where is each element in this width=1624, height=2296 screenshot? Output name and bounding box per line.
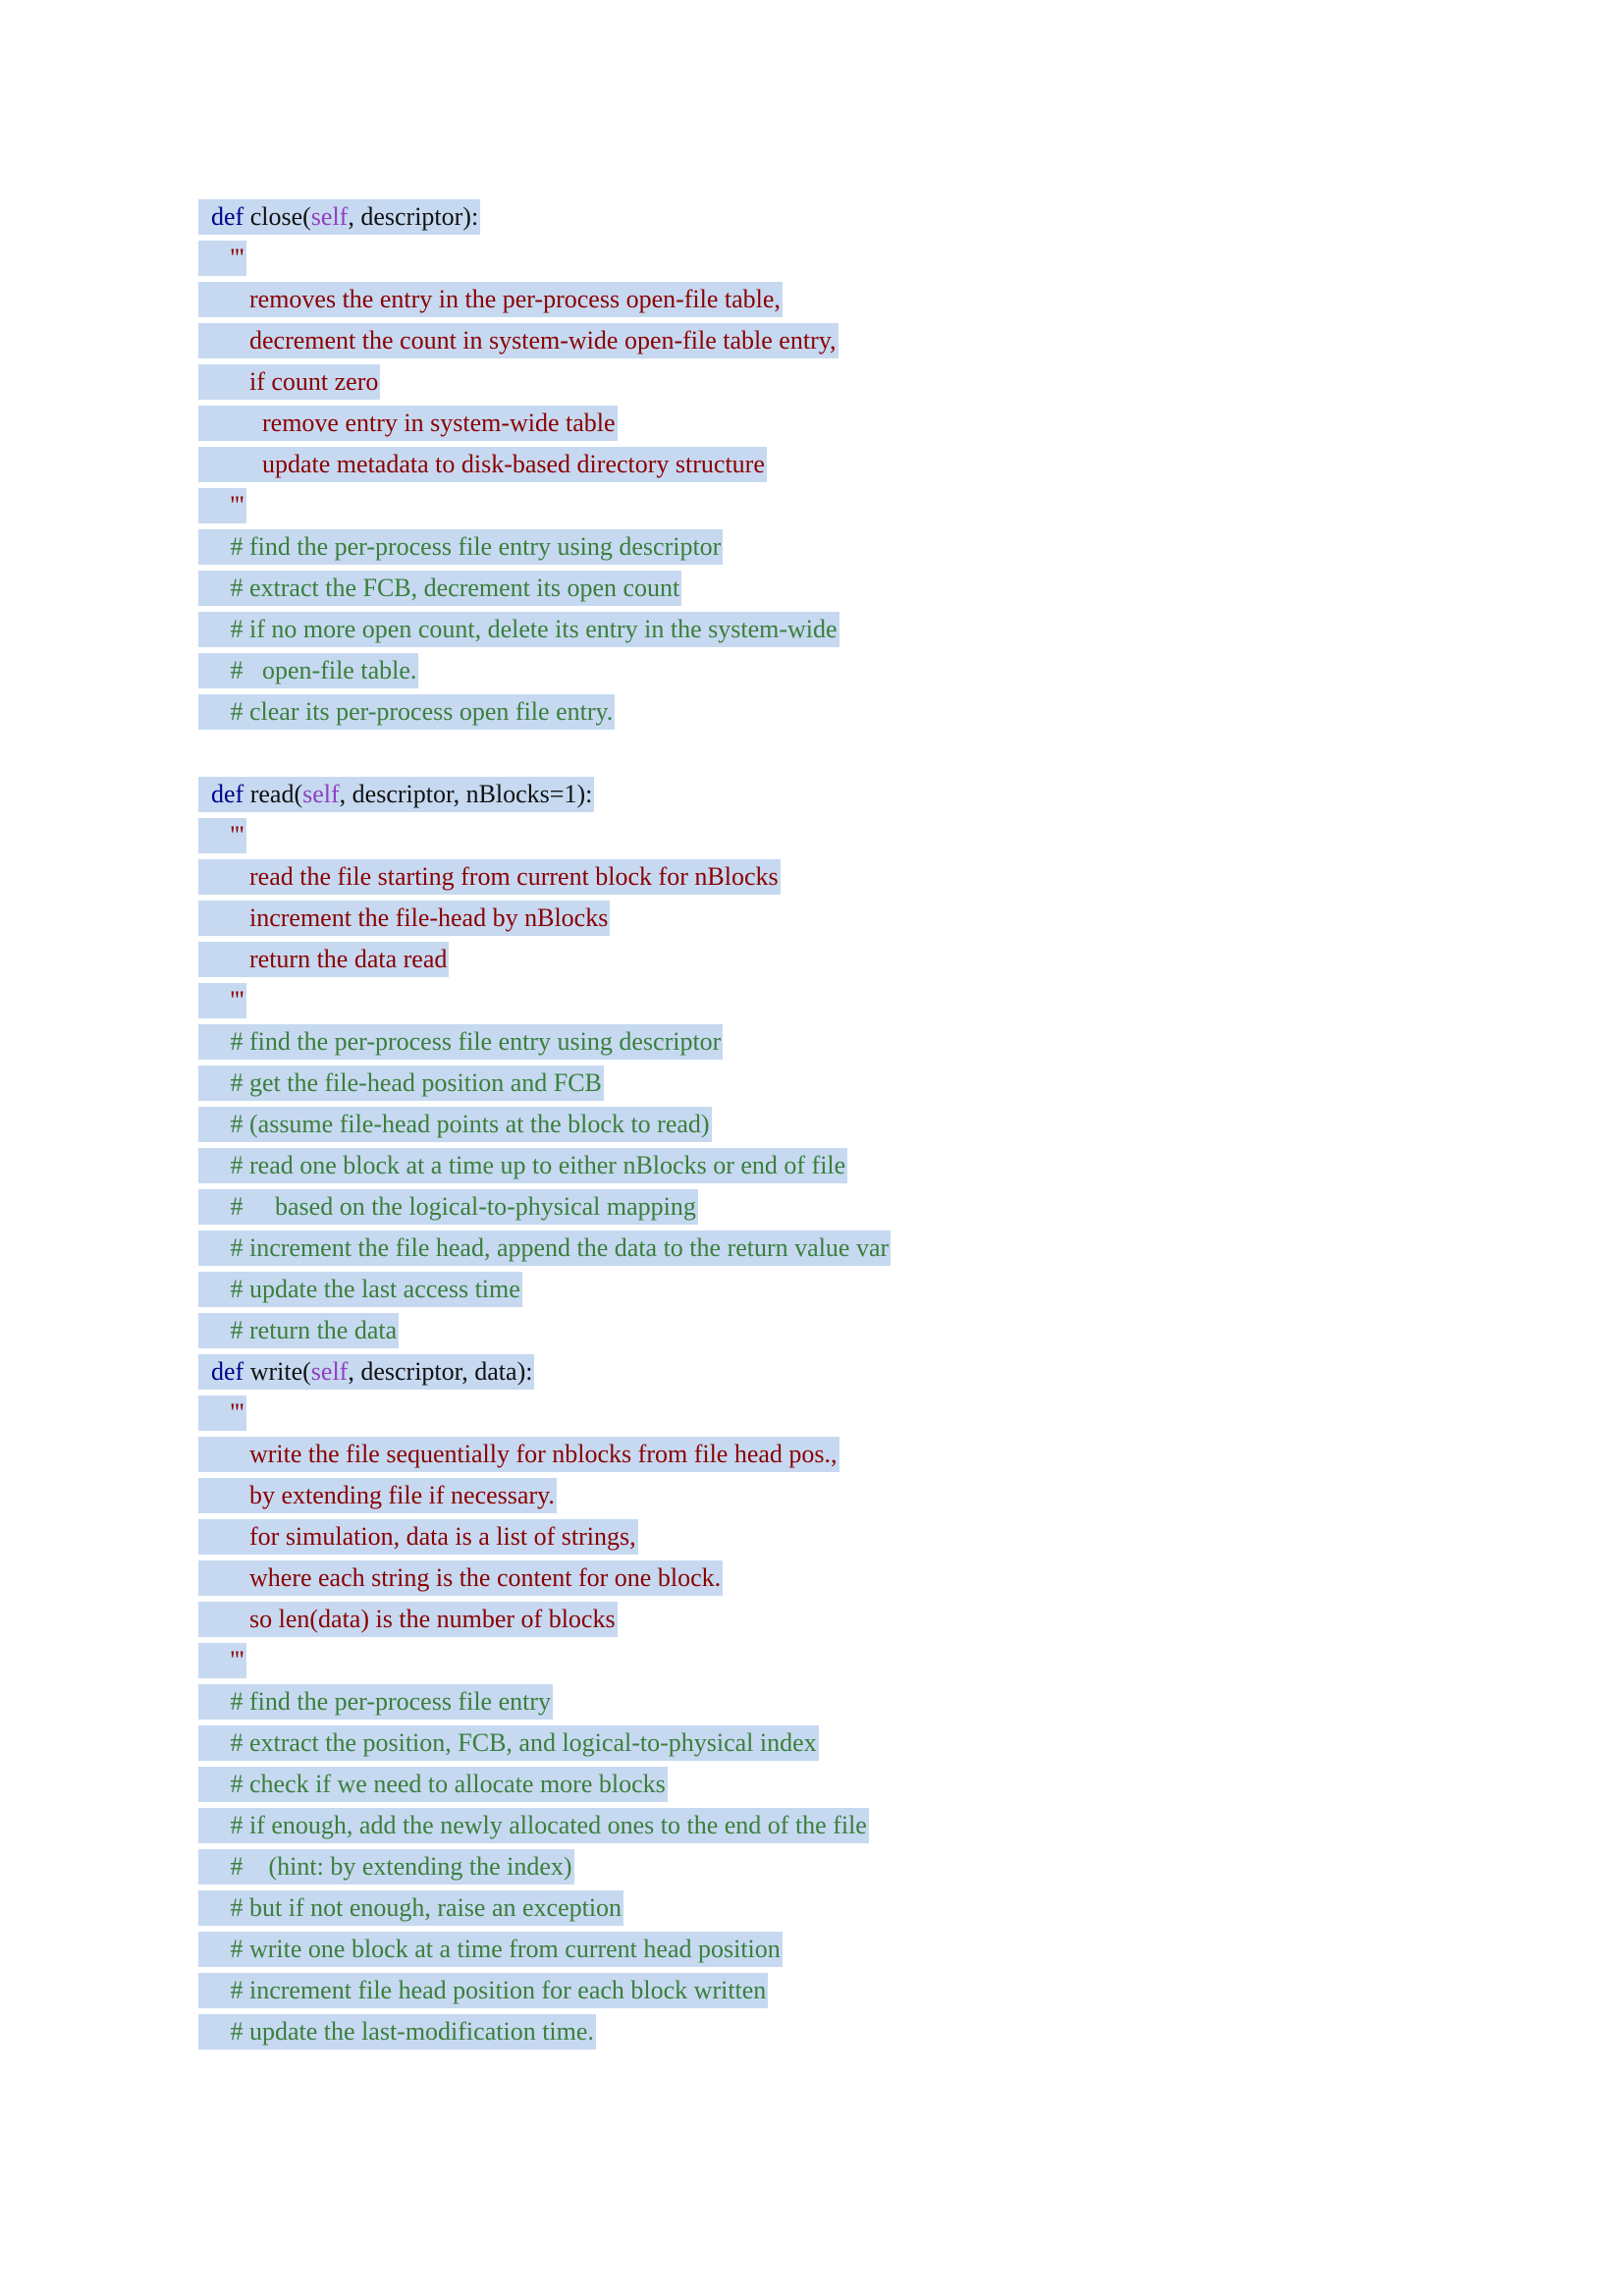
self-param: self xyxy=(302,780,340,808)
function-name: write( xyxy=(249,1357,311,1386)
comment-line: # get the file-head position and FCB xyxy=(198,1063,891,1104)
def-keyword: def xyxy=(211,1357,244,1386)
comment-line: # but if not enough, raise an exception xyxy=(198,1887,891,1929)
docstring-line: if count zero xyxy=(198,361,891,403)
comment-line: # find the per-process file entry using descriptor xyxy=(198,526,891,568)
comment-line: # read one block at a time up to either nBlocks or end of file xyxy=(198,1145,891,1186)
comment-line: # (assume file-head points at the block to read) xyxy=(198,1104,891,1145)
function-name: close( xyxy=(249,202,311,231)
def-keyword: def xyxy=(211,780,244,808)
docstring-line: ''' xyxy=(198,815,891,856)
comment-line: # increment file head position for each block written xyxy=(198,1970,891,2011)
docstring-line: return the data read xyxy=(198,939,891,980)
read-def-line xyxy=(198,774,891,815)
docstring-line: read the file starting from current block for nBlocks xyxy=(198,856,891,898)
comment-line: # update the last-modification time. xyxy=(198,2011,891,2052)
comment-line: # based on the logical-to-physical mapping xyxy=(198,1186,891,1228)
docstring-line: ''' xyxy=(198,1393,891,1434)
docstring-line: so len(data) is the number of blocks xyxy=(198,1599,891,1640)
docstring-line: ''' xyxy=(198,485,891,526)
self-param: self xyxy=(310,202,349,231)
docstring-line: ''' xyxy=(198,1640,891,1681)
docstring-line: write the file sequentially for nblocks from file head pos., xyxy=(198,1434,891,1475)
code-listing xyxy=(198,196,891,2052)
function-params: , descriptor): xyxy=(348,202,479,231)
docstring-line: removes the entry in the per-process open-file table, xyxy=(198,279,891,320)
comment-line: # open-file table. xyxy=(198,650,891,691)
comment-line: # find the per-process file entry xyxy=(198,1681,891,1722)
comment-line: # if enough, add the newly allocated ones to the end of the file xyxy=(198,1805,891,1846)
function-params: , descriptor, nBlocks=1): xyxy=(339,780,593,808)
function-name: read( xyxy=(249,780,303,808)
def-keyword: def xyxy=(211,202,244,231)
comment-line: # extract the FCB, decrement its open count xyxy=(198,568,891,609)
docstring-line: for simulation, data is a list of strings, xyxy=(198,1516,891,1558)
docstring-line: ''' xyxy=(198,980,891,1021)
docstring-line: by extending file if necessary. xyxy=(198,1475,891,1516)
self-param: self xyxy=(310,1357,349,1386)
comment-line: # return the data xyxy=(198,1310,891,1351)
docstring-line: remove entry in system-wide table xyxy=(198,403,891,444)
docstring-line: update metadata to disk-based directory structure xyxy=(198,444,891,485)
docstring-line: decrement the count in system-wide open-file table entry, xyxy=(198,320,891,361)
docstring-line: ''' xyxy=(198,238,891,279)
comment-line: # check if we need to allocate more blocks xyxy=(198,1764,891,1805)
comment-line: # (hint: by extending the index) xyxy=(198,1846,891,1887)
comment-line: # increment the file head, append the data to the return value var xyxy=(198,1228,891,1269)
comment-line: # clear its per-process open file entry. xyxy=(198,691,891,733)
blank-line xyxy=(198,733,891,774)
comment-line: # extract the position, FCB, and logical-to-physical index xyxy=(198,1722,891,1764)
comment-line: # find the per-process file entry using descriptor xyxy=(198,1021,891,1063)
docstring-line: increment the file-head by nBlocks xyxy=(198,898,891,939)
write-def-line xyxy=(198,1351,891,1393)
function-params: , descriptor, data): xyxy=(348,1357,533,1386)
comment-line: # update the last access time xyxy=(198,1269,891,1310)
docstring-line: where each string is the content for one block. xyxy=(198,1558,891,1599)
comment-line: # if no more open count, delete its entry in the system-wide xyxy=(198,609,891,650)
comment-line: # write one block at a time from current head position xyxy=(198,1929,891,1970)
close-def-line xyxy=(198,196,891,238)
